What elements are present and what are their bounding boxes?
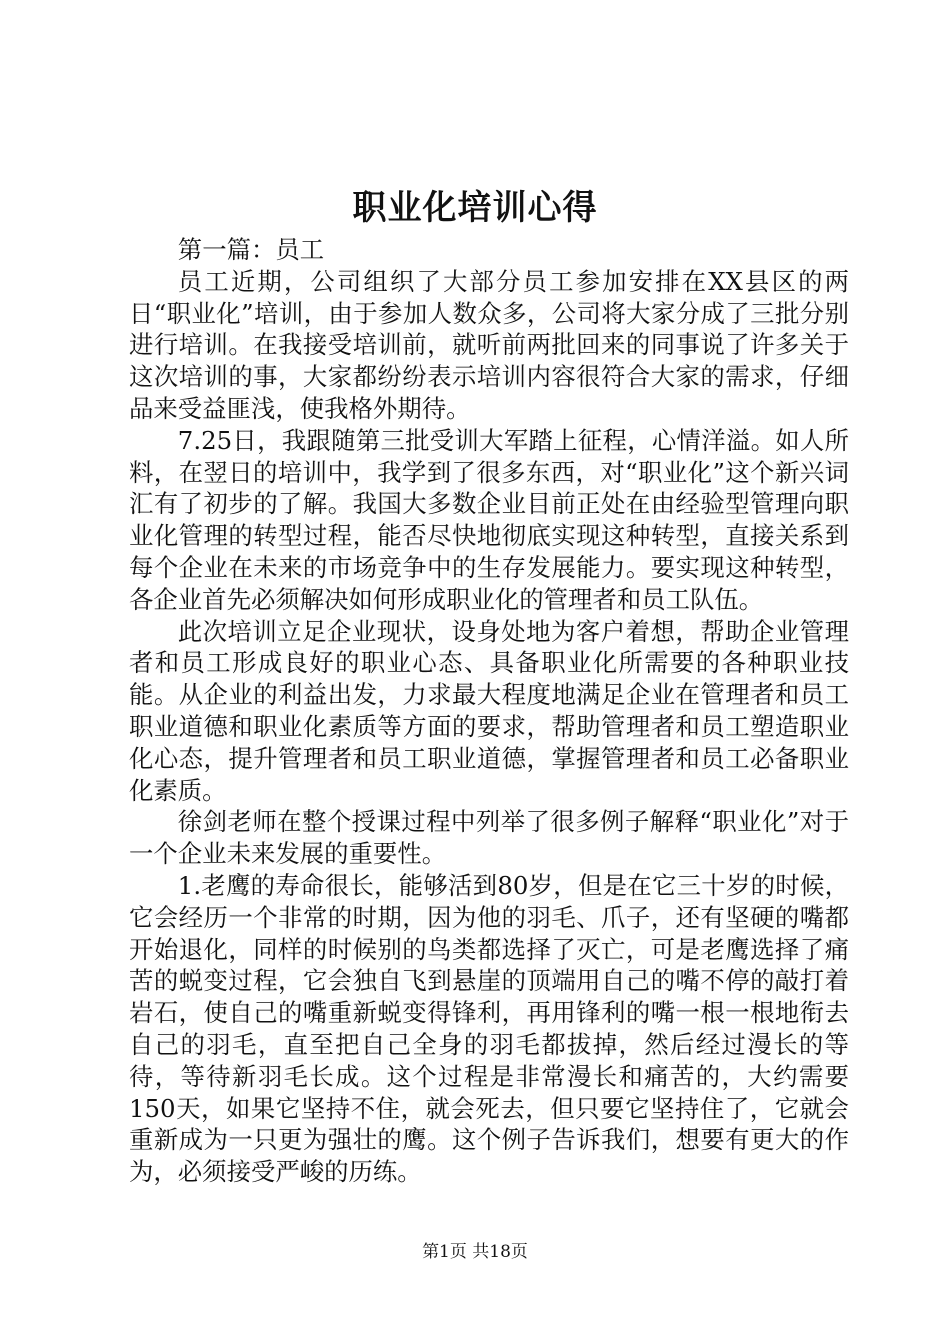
paragraph: 1.老鹰的寿命很长，能够活到80岁，但是在它三十岁的时候，它会经历一个非常的时期，因为他的羽毛、爪子，还有坚硬的嘴都开始退化，同样的时候别的鸟类都选择了灭亡，可是老鹰选择了痛苦的蜕变过程，它会独自飞到悬崖的顶端用自己的嘴不停的敲打着岩石，使自己的嘴重新蜕变得锋利，再用锋利的嘴一根一根地衔去自己的羽毛，直至把自己全身的羽毛都拔掉，然后经过漫长的等待，等待新羽毛长成。这个过程是非常漫长和痛苦的，大约需要150天，如果它坚持不住，就会死去，但只要它坚持住了，它就会重新成为一只更为强壮的鹰。这个例子告诉我们，想要有更大的作为，必须接受严峻的历练。 bbox=[129, 870, 849, 1187]
section-heading: 第一篇：员工 bbox=[177, 235, 325, 264]
paragraph: 此次培训立足企业现状，设身处地为客户着想，帮助企业管理者和员工形成良好的职业心态、具备职业化所需要的各种职业技能。从企业的利益出发，力求最大程度地满足企业在管理者和员工职业道德和职业化素质等方面的要求，帮助管理者和员工塑造职业化心态，提升管理者和员工职业道德，掌握管理者和员工必备职业化素质。 bbox=[129, 616, 849, 805]
paragraph: 员工近期，公司组织了大部分员工参加安排在XX县区的两日“职业化”培训，由于参加人数众多，公司将大家分成了三批分别进行培训。在我接受培训前，就听前两批回来的同事说了许多关于这次培训的事，大家都纷纷表示培训内容很符合大家的需求，仔细品来受益匪浅，使我格外期待。 bbox=[129, 266, 849, 423]
document-title: 职业化培训心得 bbox=[352, 188, 598, 228]
paragraph: 徐剑老师在整个授课过程中列举了很多例子解释“职业化”对于一个企业未来发展的重要性。 bbox=[129, 807, 849, 869]
paragraph: 7.25日，我跟随第三批受训大军踏上征程，心情洋溢。如人所料，在翌日的培训中，我学到了很多东西，对“职业化”这个新兴词汇有了初步的了解。我国大多数企业目前正处在由经验型管理向职业化管理的转型过程，能否尽快地彻底实现这种转型，直接关系到每个企业在未来的市场竞争中的生存发展能力。要实现这种转型，各企业首先必须解决如何形成职业化的管理者和员工队伍。 bbox=[129, 425, 849, 614]
document-body bbox=[129, 234, 849, 1188]
page-footer: 第1页 共18页 bbox=[422, 1242, 528, 1262]
